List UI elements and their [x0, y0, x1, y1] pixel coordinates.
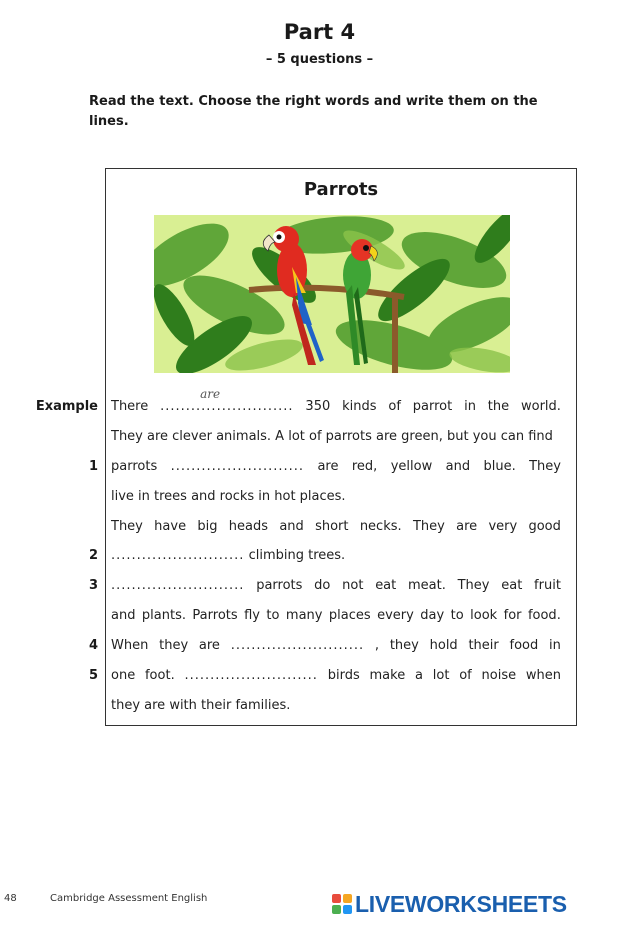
answer-gap-5[interactable]: ..........................	[184, 668, 318, 683]
parrots-illustration	[154, 215, 510, 373]
page-title: Part 4	[283, 20, 356, 44]
text-line-10: one foot. .......................... birds make a lot of noise when	[111, 665, 561, 687]
example-label: Example	[35, 399, 98, 414]
text-line-5: They have big heads and short necks. They are very good	[111, 519, 561, 534]
answer-gap-2[interactable]: ..........................	[111, 548, 245, 563]
liveworksheets-logo[interactable]	[332, 889, 567, 919]
question-number-5: 5	[88, 668, 98, 683]
question-number-1: 1	[88, 459, 98, 474]
text-line-3: parrots .......................... are red, yellow and blue. They	[111, 456, 561, 478]
example-answer: are	[200, 387, 221, 401]
text-line-9: When they are .......................... , they hold their food in	[111, 635, 561, 657]
question-number-3: 3	[88, 578, 98, 593]
answer-gap-4[interactable]: ..........................	[230, 638, 365, 653]
example-answer-gap: are ..........................	[160, 396, 293, 418]
liveworksheets-logo-icon	[332, 894, 352, 914]
answer-gap-3[interactable]: ..........................	[111, 578, 245, 593]
text-line-6: .......................... climbing trees.	[111, 548, 346, 563]
text-line-8: and plants. Parrots fly to many places every day to look for food.	[111, 608, 561, 623]
article-title: Parrots	[303, 179, 379, 200]
text-line-1: There are .......................... 350 kinds of parrot in the world.	[111, 396, 561, 418]
liveworksheets-wordmark: LIVEWORKSHEETS	[355, 890, 567, 917]
answer-gap-1[interactable]: ..........................	[170, 459, 305, 474]
question-number-4: 4	[88, 638, 98, 653]
text-line-2: They are clever animals. A lot of parrots are green, but you can find	[111, 429, 553, 444]
instructions: Read the text. Choose the right words and write them on the lines.	[89, 94, 538, 129]
page-number: 48	[4, 893, 17, 904]
text-line-4: live in trees and rocks in hot places.	[111, 489, 346, 504]
text-line-7: .......................... parrots do not eat meat. They eat fruit	[111, 575, 561, 597]
text-line-11: they are with their families.	[111, 698, 291, 713]
question-number-2: 2	[88, 548, 98, 563]
publisher-name: Cambridge Assessment English	[50, 893, 208, 904]
page-subtitle: – 5 questions –	[265, 52, 374, 67]
parrots-image	[154, 215, 510, 373]
